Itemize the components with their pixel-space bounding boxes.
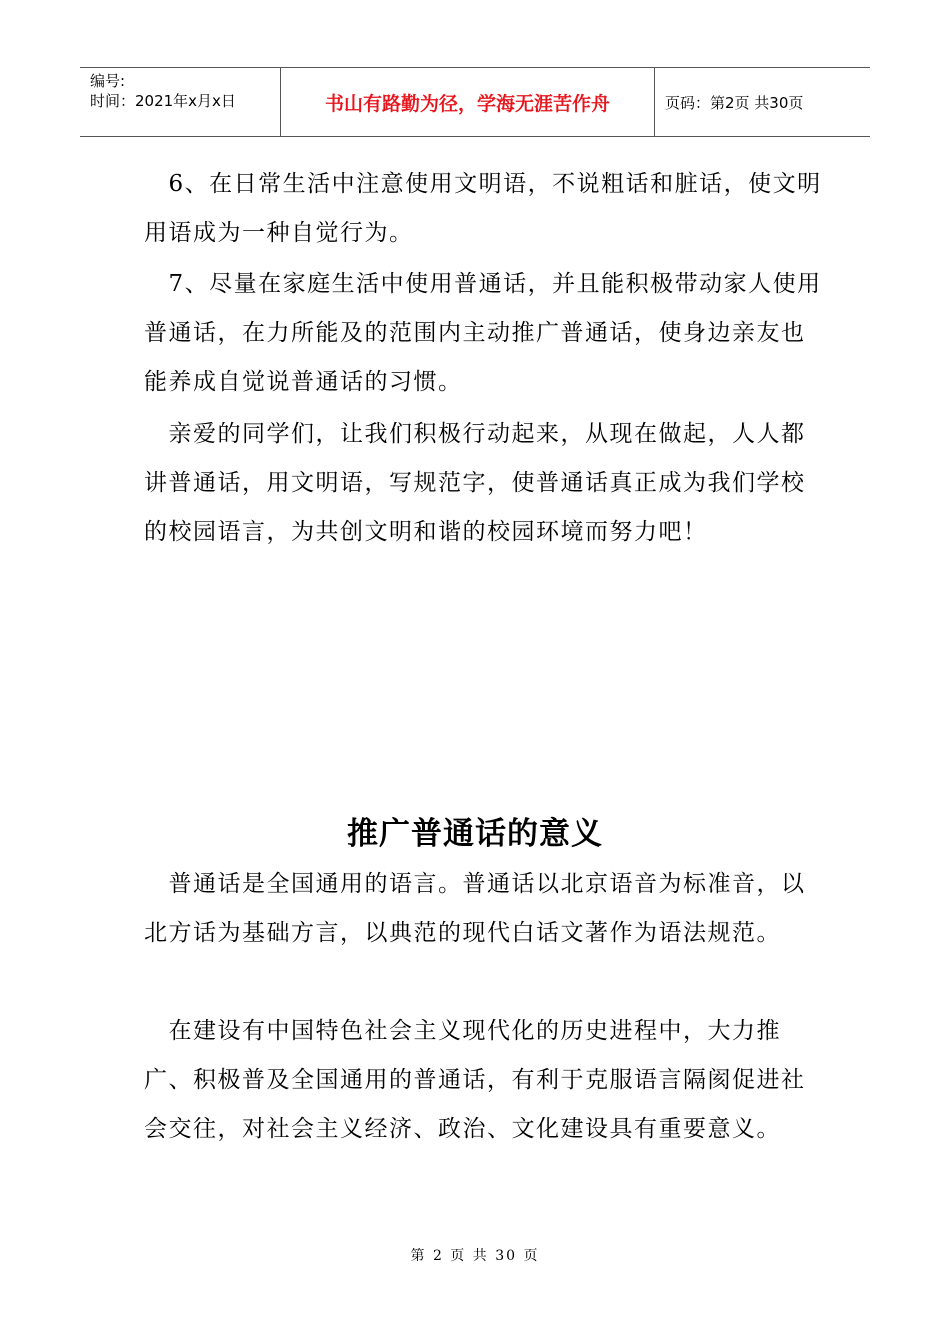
paragraph-item-6: 6、在日常生活中注意使用文明语，不说粗话和脏话，使文明用语成为一种自觉行为。 xyxy=(144,171,822,246)
paragraph-item-7: 7、尽量在家庭生活中使用普通话，并且能积极带动家人使用普通话，在力所能及的范围内主动推广普通话，使身边亲友也能养成自觉说普通话的习惯。 xyxy=(144,271,822,395)
time-label: 时间：2021年x月x日 xyxy=(90,92,236,110)
page-header xyxy=(80,67,870,137)
paragraph-appeal: 亲爱的同学们，让我们积极行动起来，从现在做起，人人都讲普通话，用文明语，写规范字，使普通话真正成为我们学校的校园语言，为共创文明和谐的校园环境而努力吧！ xyxy=(144,421,806,545)
section-paragraph-2: 在建设有中国特色社会主义现代化的历史进程中，大力推广、积极普及全国通用的普通话，有利于克服语言隔阂促进社会交往，对社会主义经济、政治、文化建设具有重要意义。 xyxy=(144,1018,806,1142)
section-paragraph-1: 普通话是全国通用的语言。普通话以北京语音为标准音，以北方话为基础方言，以典范的现代白话文著作为语法规范。 xyxy=(144,871,806,946)
section-title: 推广普通话的意义 xyxy=(347,816,603,852)
header-meta xyxy=(80,68,281,136)
header-motto: 书山有路勤为径，学海无涯苦作舟 xyxy=(281,68,655,136)
page-footer: 第 2 页 共 30 页 xyxy=(410,1248,540,1264)
header-page-info: 页码：第2页 共30页 xyxy=(665,93,804,112)
serial-label: 编号: xyxy=(90,72,126,90)
